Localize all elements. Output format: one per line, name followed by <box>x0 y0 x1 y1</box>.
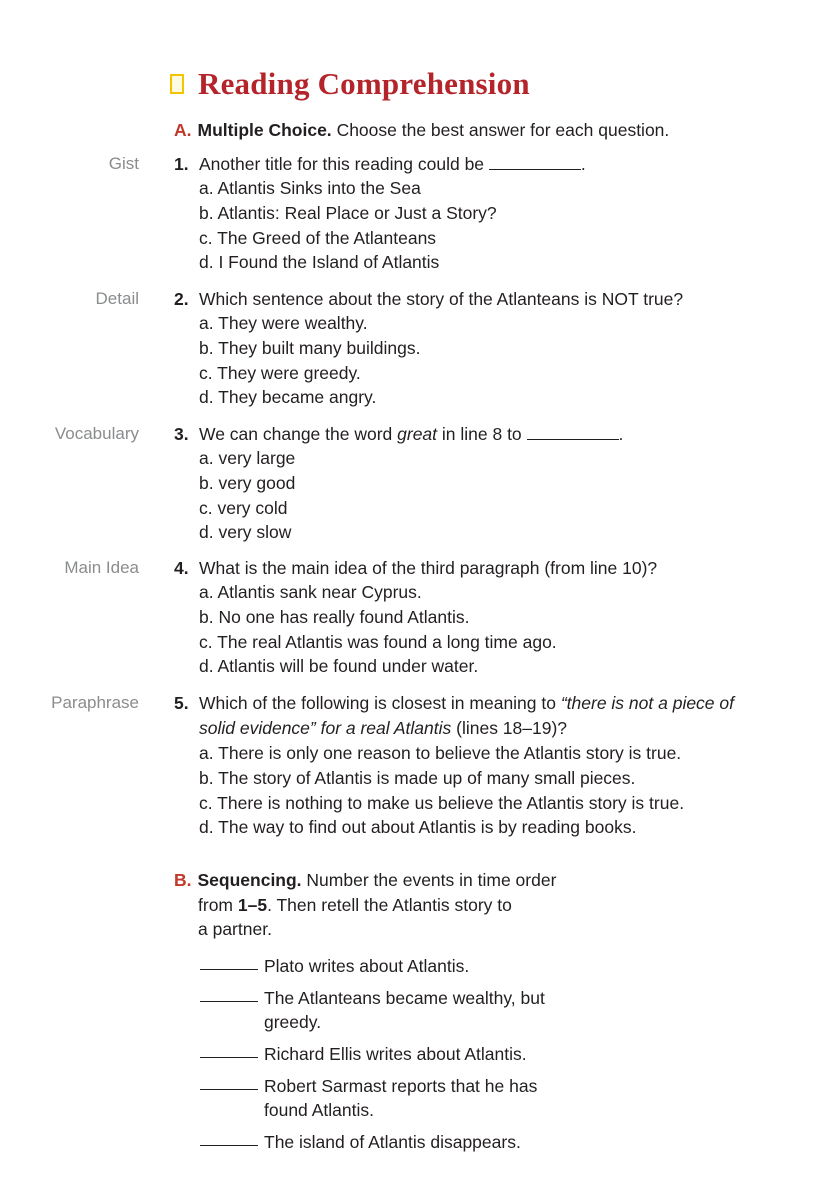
title-row <box>170 64 530 104</box>
stem-text: Which of the following is closest in meaning to <box>199 693 561 713</box>
question-number: 2. <box>174 289 189 309</box>
answer-blank[interactable] <box>489 155 581 170</box>
line-2-text-end: . Then retell the Atlantis story to <box>267 894 512 915</box>
option-a[interactable]: a. Atlantis sank near Cyprus. <box>199 582 422 602</box>
sequence-item <box>200 954 564 978</box>
section-b-heading <box>174 868 614 942</box>
section-b-name: Sequencing. <box>197 870 302 890</box>
section-b-letter: B. <box>174 870 192 890</box>
option-b[interactable]: b. No one has really found Atlantis. <box>199 606 470 627</box>
section-a-instruction: Choose the best answer for each question. <box>336 120 670 140</box>
sequence-item <box>200 1042 564 1066</box>
section-a-name: Multiple Choice. <box>197 120 332 140</box>
stem-text-mid: in line 8 to <box>437 424 527 444</box>
section-b-line-1: Number the events in time order <box>306 870 557 890</box>
skill-label: Paraphrase <box>51 693 139 712</box>
page-title: Reading Comprehension <box>198 66 530 101</box>
option-b[interactable]: b. The story of Atlantis is made up of many small pieces. <box>199 767 636 788</box>
sequence-item <box>200 1130 564 1154</box>
stem-text-end: (lines 18–19)? <box>451 717 568 738</box>
question-stem: Which sentence about the story of the Atlanteans is NOT true? <box>199 289 684 309</box>
option-b[interactable]: b. very good <box>199 472 296 493</box>
sequence-number-blank[interactable] <box>200 954 258 970</box>
options-list <box>199 311 420 410</box>
section-a-heading <box>174 118 669 142</box>
option-a[interactable]: a. They were wealthy. <box>199 313 368 333</box>
option-d[interactable]: d. I Found the Island of Atlantis <box>199 252 440 273</box>
option-b[interactable]: b. They built many buildings. <box>199 337 421 358</box>
sequence-event: Robert Sarmast reports that he has found Atlantis. <box>264 1076 538 1120</box>
stem-emphasis: “there is not a piece of solid evidence” for a real Atlantis <box>199 693 734 738</box>
option-d[interactable]: d. They became angry. <box>199 387 377 408</box>
skill-label: Gist <box>108 154 139 173</box>
stem-text: We can change the word <box>199 424 398 444</box>
sequence-event: Richard Ellis writes about Atlantis. <box>264 1044 527 1064</box>
question-stem <box>199 691 774 740</box>
option-d[interactable]: d. The way to find out about Atlantis is by reading books. <box>199 817 637 838</box>
sequence-item <box>200 1074 564 1122</box>
sequence-event: Plato writes about Atlantis. <box>264 956 470 976</box>
option-c[interactable]: c. very cold <box>199 497 288 518</box>
skill-label: Vocabulary <box>54 424 139 443</box>
options-list <box>199 741 684 840</box>
stem-text-end: . <box>618 424 624 444</box>
section-a-letter: A. <box>174 120 192 140</box>
section-b-line-2 <box>174 893 614 918</box>
sequence-number-blank[interactable] <box>200 986 258 1002</box>
sequence-item <box>200 986 564 1034</box>
sequence-number-blank[interactable] <box>200 1042 258 1058</box>
option-d[interactable]: d. very slow <box>199 522 292 543</box>
sequence-list <box>200 954 564 1154</box>
checkbox-icon <box>170 74 184 94</box>
sequence-event: The Atlanteans became wealthy, but greedy. <box>264 988 545 1032</box>
option-d[interactable]: d. Atlantis will be found under water. <box>199 656 479 677</box>
question-stem <box>199 422 799 447</box>
stem-emphasis: great <box>397 424 438 444</box>
option-a[interactable]: a. very large <box>199 448 296 468</box>
skill-label: Detail <box>95 289 139 308</box>
sequence-number-blank[interactable] <box>200 1130 258 1146</box>
stem-text: Another title for this reading could be <box>199 154 489 174</box>
question-number: 1. <box>174 154 189 174</box>
sequence-number-blank[interactable] <box>200 1074 258 1090</box>
options-list <box>199 580 557 679</box>
question-number: 5. <box>174 693 189 713</box>
stem-text-end: . <box>580 154 586 174</box>
question-number: 4. <box>174 558 189 578</box>
options-list <box>199 446 295 545</box>
option-a[interactable]: a. There is only one reason to believe the Atlantis story is true. <box>199 743 682 763</box>
option-c[interactable]: c. They were greedy. <box>199 362 361 383</box>
sequence-event: The island of Atlantis disappears. <box>264 1132 521 1152</box>
range-bold: 1–5 <box>237 894 268 915</box>
options-list <box>199 176 497 275</box>
section-b-line-3: a partner. <box>198 919 272 939</box>
option-a[interactable]: a. Atlantis Sinks into the Sea <box>199 178 421 198</box>
question-number: 3. <box>174 424 189 444</box>
answer-blank[interactable] <box>527 425 619 440</box>
option-c[interactable]: c. The Greed of the Atlanteans <box>199 227 437 248</box>
option-b[interactable]: b. Atlantis: Real Place or Just a Story? <box>199 202 497 223</box>
skill-label: Main Idea <box>64 558 139 577</box>
question-stem <box>199 152 799 177</box>
option-c[interactable]: c. There is nothing to make us believe the Atlantis story is true. <box>199 792 685 813</box>
option-c[interactable]: c. The real Atlantis was found a long time ago. <box>199 631 557 652</box>
line-2-text: from <box>198 894 238 915</box>
question-stem: What is the main idea of the third paragraph (from line 10)? <box>199 558 658 578</box>
